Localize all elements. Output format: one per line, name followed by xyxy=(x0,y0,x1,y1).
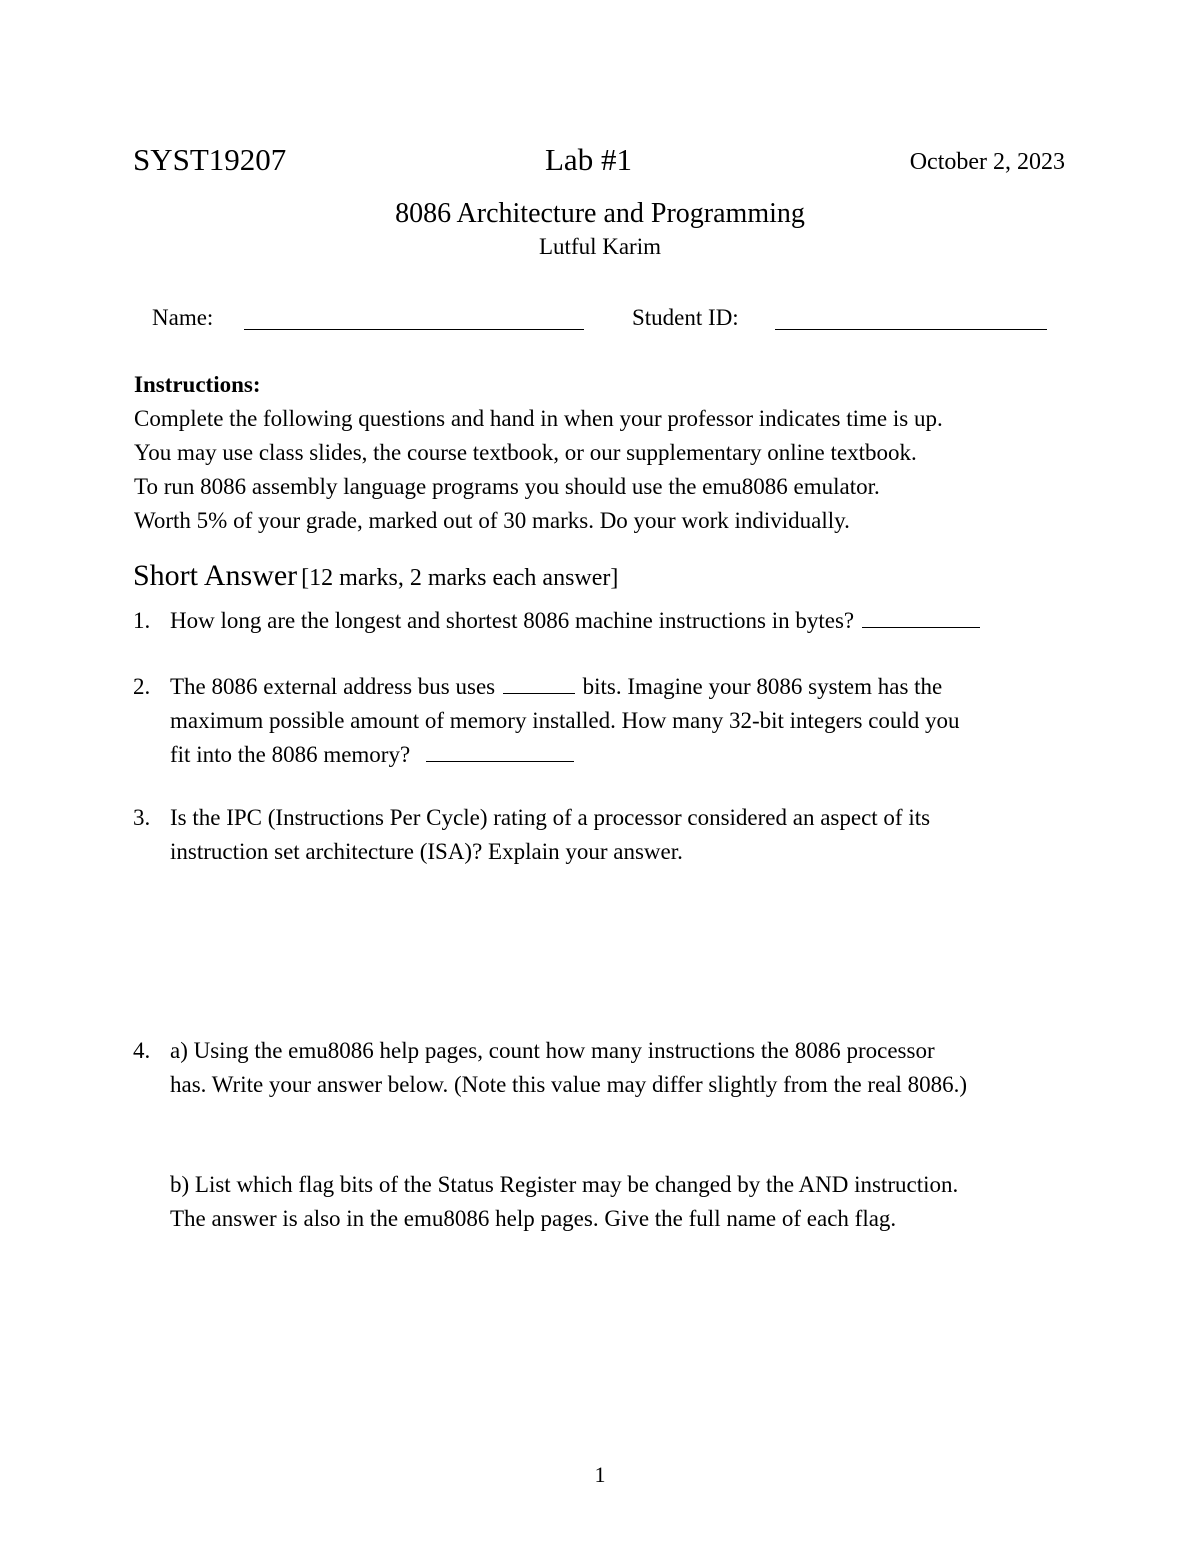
answer-blank xyxy=(503,673,575,694)
question-line xyxy=(170,670,1073,704)
instructions-line: You may use class slides, the course textbook, or our supplementary online textbook. xyxy=(134,440,917,465)
question-body xyxy=(170,801,1073,869)
section-title: Short Answer xyxy=(133,559,298,592)
question-1 xyxy=(133,604,1073,638)
question-text: bits. Imagine your 8086 system has the xyxy=(582,674,943,699)
student-id-label: Student ID: xyxy=(632,305,739,330)
name-label: Name: xyxy=(152,305,214,330)
instructions-block xyxy=(134,368,1094,538)
answer-blank xyxy=(862,607,980,628)
question-line xyxy=(170,738,1073,772)
author-name: Lutful Karim xyxy=(539,234,661,259)
lab-date: October 2, 2023 xyxy=(909,149,1065,175)
question-line: instruction set architecture (ISA)? Explain your answer. xyxy=(170,839,683,864)
instructions-line: Worth 5% of your grade, marked out of 30 marks. Do your work individually. xyxy=(134,508,850,533)
question-line: a) Using the emu8086 help pages, count how many instructions the 8086 processor xyxy=(170,1038,935,1063)
document-title: 8086 Architecture and Programming xyxy=(395,198,805,229)
instructions-line: Complete the following questions and hand in when your professor indicates time is up. xyxy=(134,406,943,431)
question-line: has. Write your answer below. (Note this value may differ slightly from the real 8086.) xyxy=(170,1072,968,1097)
question-number: 2. xyxy=(133,674,151,699)
lab-title: Lab #1 xyxy=(545,142,632,177)
question-2 xyxy=(133,670,1073,772)
instructions-heading: Instructions: xyxy=(134,372,261,397)
question-body xyxy=(170,1034,1073,1102)
course-code: SYST19207 xyxy=(133,142,287,177)
question-3 xyxy=(133,801,1073,869)
question-text: The 8086 external address bus uses xyxy=(170,674,496,699)
question-line: The answer is also in the emu8086 help pages. Give the full name of each flag. xyxy=(170,1206,897,1231)
question-body xyxy=(170,670,1073,772)
question-4b xyxy=(170,1168,1090,1236)
question-number: 3. xyxy=(133,805,151,830)
question-line: maximum possible amount of memory installed. How many 32-bit integers could you xyxy=(170,708,960,733)
instructions-line: To run 8086 assembly language programs you should use the emu8086 emulator. xyxy=(134,474,880,499)
question-4 xyxy=(133,1034,1073,1102)
section-heading xyxy=(133,556,618,598)
question-line: b) List which flag bits of the Status Register may be changed by the AND instruction. xyxy=(170,1172,959,1197)
question-number: 1. xyxy=(133,608,151,633)
question-number: 4. xyxy=(133,1038,151,1063)
question-text: How long are the longest and shortest 8086 machine instructions in bytes? xyxy=(170,608,855,633)
question-line: Is the IPC (Instructions Per Cycle) rating of a processor considered an aspect of its xyxy=(170,805,931,830)
question-line xyxy=(170,604,1073,638)
section-marks: [12 marks, 2 marks each answer] xyxy=(301,565,619,591)
page-number: 1 xyxy=(594,1462,606,1487)
name-field-line xyxy=(244,329,584,330)
answer-blank xyxy=(426,741,574,762)
student-id-field-line xyxy=(775,329,1047,330)
question-body xyxy=(170,604,1073,638)
question-text: fit into the 8086 memory? xyxy=(170,742,411,767)
